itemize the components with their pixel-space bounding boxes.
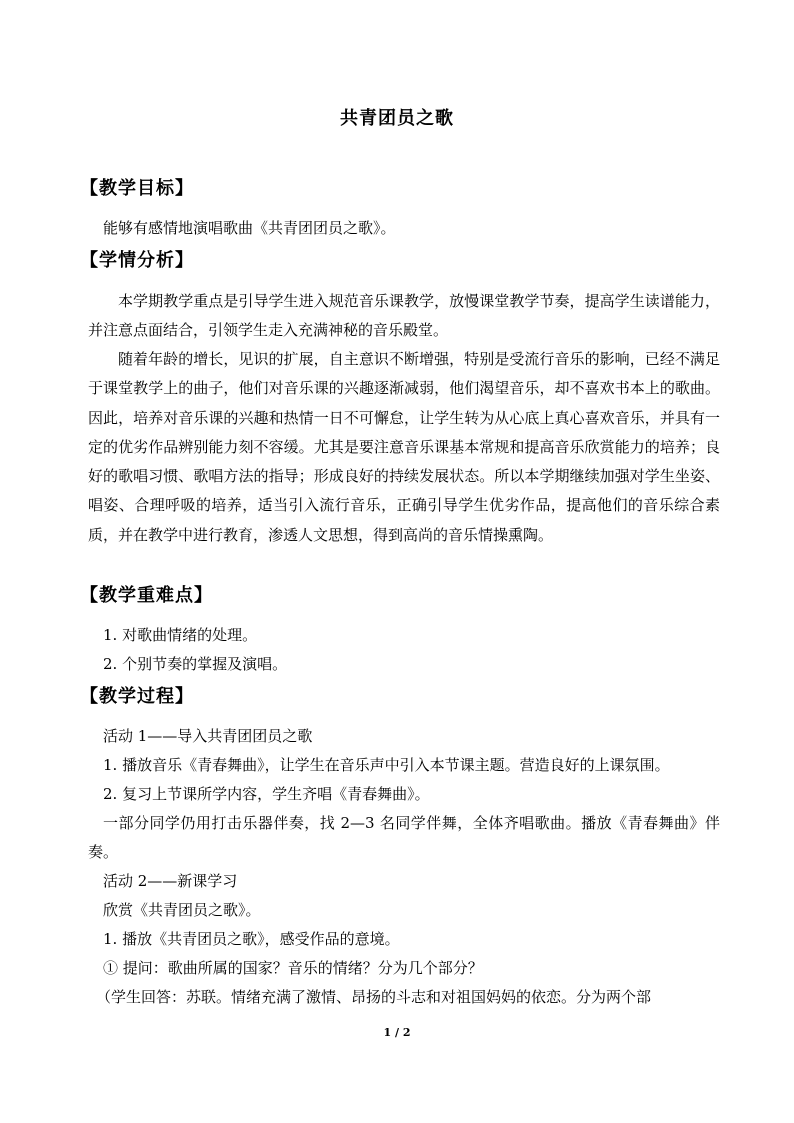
- goals-text: 能够有感情地演唱歌曲《共青团团员之歌》。: [103, 219, 396, 237]
- activity-2-title: 活动 2——新课学习: [103, 872, 238, 890]
- activity-2-question-1: ① 提问：歌曲所属的国家？音乐的情绪？分为几个部分？: [103, 959, 483, 977]
- analysis-paragraph-1: 本学期教学重点是引导学生进入规范音乐课教学，放慢课堂教学节奏，提高学生读谱能力，并注意点面结合，引领学生走入充满神秘的音乐殿堂。: [88, 292, 720, 340]
- section-heading-keypoints: 【教学重难点】: [80, 585, 213, 606]
- document-title: 共青团员之歌: [340, 108, 454, 129]
- activity-1-step-2: 2. 复习上节课所学内容，学生齐唱《青春舞曲》。: [103, 785, 430, 803]
- analysis-paragraph-2: 随着年龄的增长，见识的扩展，自主意识不断增强，特别是受流行音乐的影响，已经不满足于课堂教学上的曲子，他们对音乐课的兴趣逐渐减弱，他们渴望音乐，却不喜欢书本上的歌曲。因此，培养对音乐课的兴趣和热情一日不可懈怠，让学生转为从心底上真心喜欢音乐，并具有一定的优劣作品辨别能力刻不容缓。尤其是要注意音乐课基本常规和提高音乐欣赏能力的培养；良好的歌唱习惯、歌唱方法的指导；形成良好的持续发展状态。所以本学期继续加强对学生坐姿、唱姿、合理呼吸的培养，适当引入流行音乐，正确引导学生优劣作品，提高他们的音乐综合素质，并在教学中进行教育，渗透人文思想，得到高尚的音乐情操熏陶。: [88, 350, 720, 544]
- keypoint-item-2: 2. 个别节奏的掌握及演唱。: [103, 655, 288, 673]
- keypoint-item-1: 1. 对歌曲情绪的处理。: [103, 626, 258, 644]
- activity-1-title: 活动 1——导入共青团团员之歌: [103, 727, 313, 745]
- section-heading-process: 【教学过程】: [80, 686, 194, 707]
- activity-2-answer: （学生回答：苏联。情绪充满了激情、昂扬的斗志和对祖国妈妈的依恋。分为两个部: [96, 988, 652, 1006]
- page-number: 1 / 2: [383, 1026, 411, 1039]
- activity-2-step-1: 1. 播放《共青团员之歌》，感受作品的意境。: [103, 930, 400, 948]
- activity-1-step-1: 1. 播放音乐《青春舞曲》，让学生在音乐声中引入本节课主题。营造良好的上课氛围。: [103, 756, 670, 774]
- activity-2-line-1: 欣赏《共青团员之歌》。: [103, 901, 261, 919]
- section-heading-goals: 【教学目标】: [80, 178, 194, 199]
- activity-1-paragraph: 一部分同学仍用打击乐器伴奏，找 2—3 名同学伴舞，全体齐唱歌曲。播放《青春舞曲》伴奏。: [88, 814, 720, 862]
- section-heading-analysis: 【学情分析】: [80, 250, 194, 271]
